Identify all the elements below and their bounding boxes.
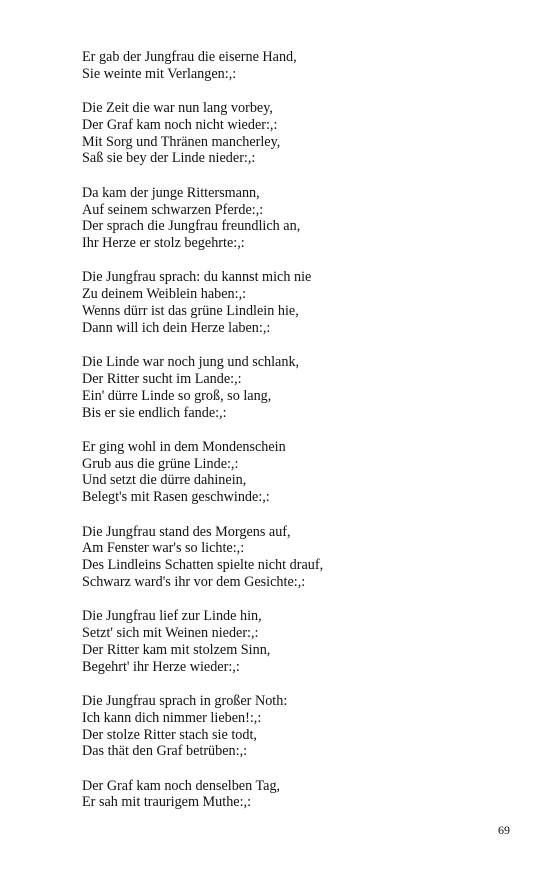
verse-line: Bis er sie endlich fande:,: [82, 404, 227, 421]
verse-line: Das thät den Graf betrüben:,: [82, 743, 248, 760]
verse-line: Grub aus die grüne Linde:,: [82, 455, 239, 472]
verse-line: Der Graf kam noch denselben Tag, [82, 777, 281, 794]
verse-line: Er sah mit traurigem Muthe:,: [82, 794, 252, 811]
verse-line: Ihr Herze er stolz begehrte:,: [82, 235, 245, 252]
verse-line: Am Fenster war's so lichte:,: [82, 540, 245, 557]
verse-line: Die Jungfrau sprach: du kannst mich nie [82, 269, 312, 286]
verse-line: Da kam der junge Rittersmann, [82, 184, 260, 201]
verse-line: Mit Sorg und Thränen mancherley, [82, 133, 281, 150]
stanza [82, 778, 522, 812]
verse-line: Des Lindleins Schatten spielte nicht drauf, [82, 557, 324, 574]
stanza [82, 100, 522, 167]
verse-line: Er gab der Jungfrau die eiserne Hand, [82, 49, 297, 65]
stanza [82, 608, 522, 675]
stanza [82, 693, 522, 760]
verse-line: Dann will ich dein Herze laben:,: [82, 319, 271, 336]
stanza [82, 269, 522, 336]
verse-line: Die Jungfrau sprach in großer Noth: [82, 692, 288, 709]
stanza [82, 524, 522, 591]
verse-line: Der Ritter sucht im Lande:,: [82, 370, 242, 387]
verse-line: Ich kann dich nimmer lieben!:,: [82, 709, 262, 726]
verse-line: Die Jungfrau lief zur Linde hin, [82, 608, 262, 625]
verse-line: Die Linde war noch jung und schlank, [82, 354, 300, 371]
verse-line: Der sprach die Jungfrau freundlich an, [82, 218, 301, 235]
verse-line: Ein' dürre Linde so groß, so lang, [82, 387, 272, 404]
verse-line: Und setzt die dürre dahinein, [82, 472, 247, 489]
verse-line: Sie weinte mit Verlangen:,: [82, 65, 237, 82]
poem-text [82, 49, 522, 829]
verse-line: Setzt' sich mit Weinen nieder:,: [82, 625, 259, 642]
verse-line: Belegt's mit Rasen geschwinde:,: [82, 489, 270, 506]
verse-line: Die Zeit die war nun lang vorbey, [82, 100, 273, 117]
verse-line: Auf seinem schwarzen Pferde:,: [82, 201, 264, 218]
verse-line: Saß sie bey der Linde nieder:,: [82, 150, 256, 167]
verse-line: Er ging wohl in dem Mondenschein [82, 438, 286, 455]
verse-line: Der Ritter kam mit stolzem Sinn, [82, 641, 271, 658]
stanza [82, 354, 522, 421]
stanza [82, 49, 522, 83]
stanza [82, 185, 522, 252]
page-number: 69 [498, 823, 510, 837]
verse-line: Die Jungfrau stand des Morgens auf, [82, 523, 291, 540]
verse-line: Der stolze Ritter stach sie todt, [82, 726, 257, 743]
verse-line: Der Graf kam noch nicht wieder:,: [82, 116, 278, 133]
verse-line: Schwarz ward's ihr vor dem Gesichte:,: [82, 573, 306, 590]
verse-line: Wenns dürr ist das grüne Lindlein hie, [82, 303, 299, 320]
verse-line: Begehrt' ihr Herze wieder:,: [82, 658, 240, 675]
verse-line: Zu deinem Weiblein haben:,: [82, 286, 247, 303]
stanza [82, 439, 522, 506]
